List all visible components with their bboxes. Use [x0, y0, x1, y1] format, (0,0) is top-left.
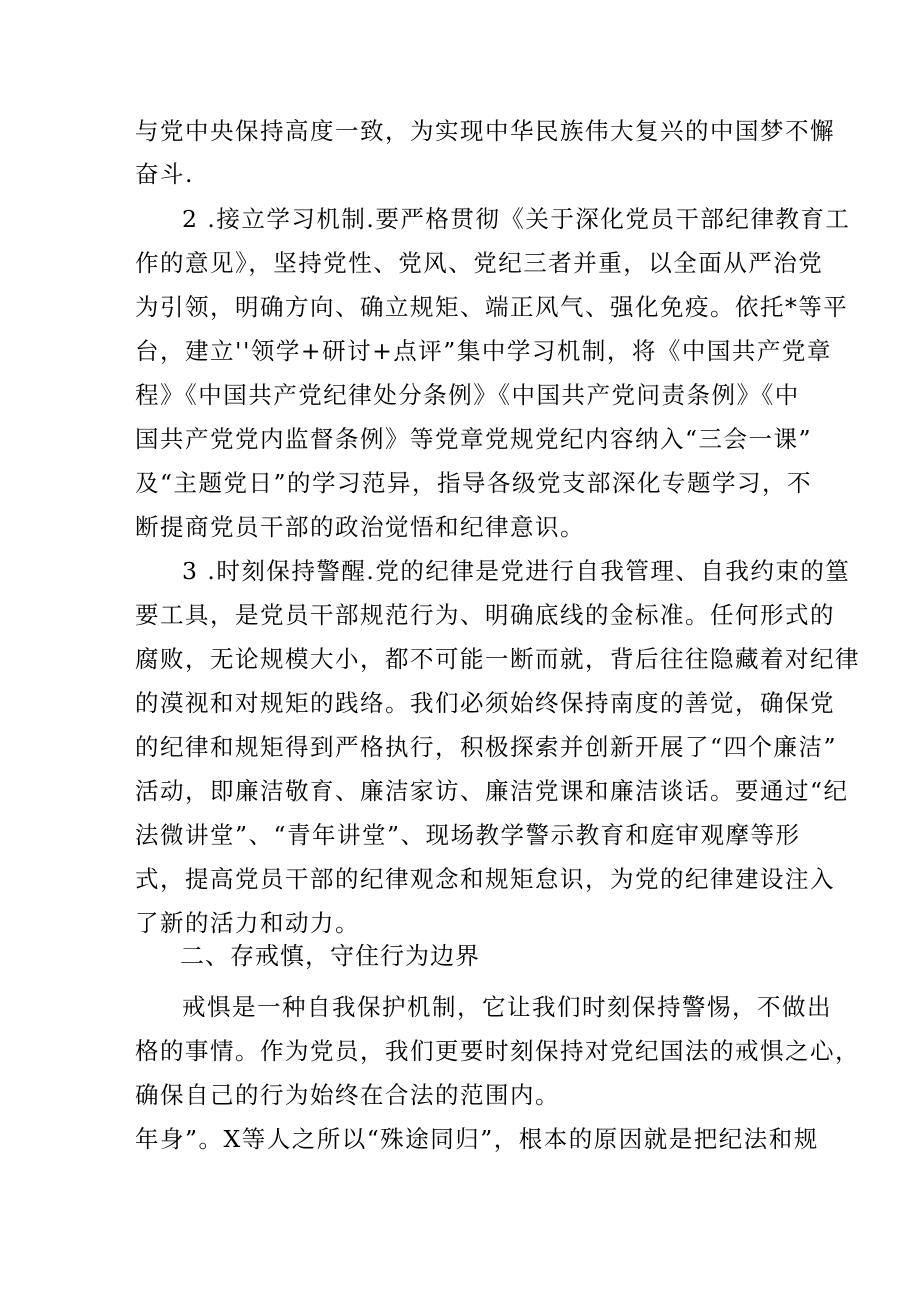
text-line: 奋斗.	[135, 160, 194, 188]
text-line: 年身”。X等人之所以“殊途同归”，根本的原因就是把纪法和规	[135, 1125, 819, 1153]
text-line: 台，建立''领学+研讨+点评”集中学习机制，将《中国共产党章	[135, 337, 832, 365]
text-line: 戒惧是一种自我保护机制，它让我们时刻保持警惕，不做出	[182, 993, 832, 1021]
text-line: 与党中央保持高度一致，为实现中华民族伟大复兴的中国梦不懈	[135, 117, 835, 145]
text-line: 腐败，无论规模大小，都不可能一断而就，背后往往隐藏着对纪律	[135, 645, 860, 673]
text-line: 2 .接立学习机制.要严格贯彻《关于深化党员干部纪律教育工	[182, 205, 851, 233]
text-line: 式，提高党员干部的纪律观念和规矩怠识，为党的纪律建设注入	[135, 865, 835, 893]
text-line: 国共产党党内监督条例》等党章党规党纪内容纳入“三会一课”	[135, 425, 813, 453]
text-line: 程》《中国共产党纪律处分条例》《中国共产党问责条例》《中	[135, 381, 800, 409]
section-heading: 二、存戒慎，守住行为边界	[180, 942, 480, 970]
text-line: 作的意见》，坚持党性、党风、党纪三者并重，以全面从严治党	[135, 249, 824, 277]
text-line: 要工具，是党员干部规范行为、明确底线的金标准。任何形式的	[135, 601, 835, 629]
text-line: 的漠视和对规矩的践络。我们必须始终保持南度的善觉，确保党	[135, 689, 835, 717]
text-line: 了新的活力和动力。	[135, 909, 360, 937]
text-line: 及“主题党日”的学习范异，指导各级党支部深化专题学习，不	[135, 469, 813, 497]
text-line: 断提商党员干部的政治觉悟和纪律意识。	[135, 513, 585, 541]
text-line: 3 .时刻保持警醒.党的纪律是党进行自我管理、自我约束的篁	[182, 557, 851, 585]
text-line: 为引领，明确方向、确立规矩、端正风气、强化免疫。依托*等平	[135, 293, 849, 321]
text-line: 活动，即廉洁敬育、廉洁家访、廉洁党课和廉洁谈话。要通过“纪	[135, 777, 849, 805]
text-line: 的纪律和规矩得到严格执行，积极探索并创新开展了“四个廉洁”	[135, 733, 838, 761]
text-line: 格的事情。作为党员，我们更要时刻保持对党纪国法的戒惧之心，	[135, 1037, 860, 1065]
text-line: 确保自己的行为始终在合法的范围内。	[135, 1081, 560, 1109]
text-line: 法微讲堂”、“青年讲堂”、现场教学警示教育和庭审观摩等形	[135, 821, 801, 849]
